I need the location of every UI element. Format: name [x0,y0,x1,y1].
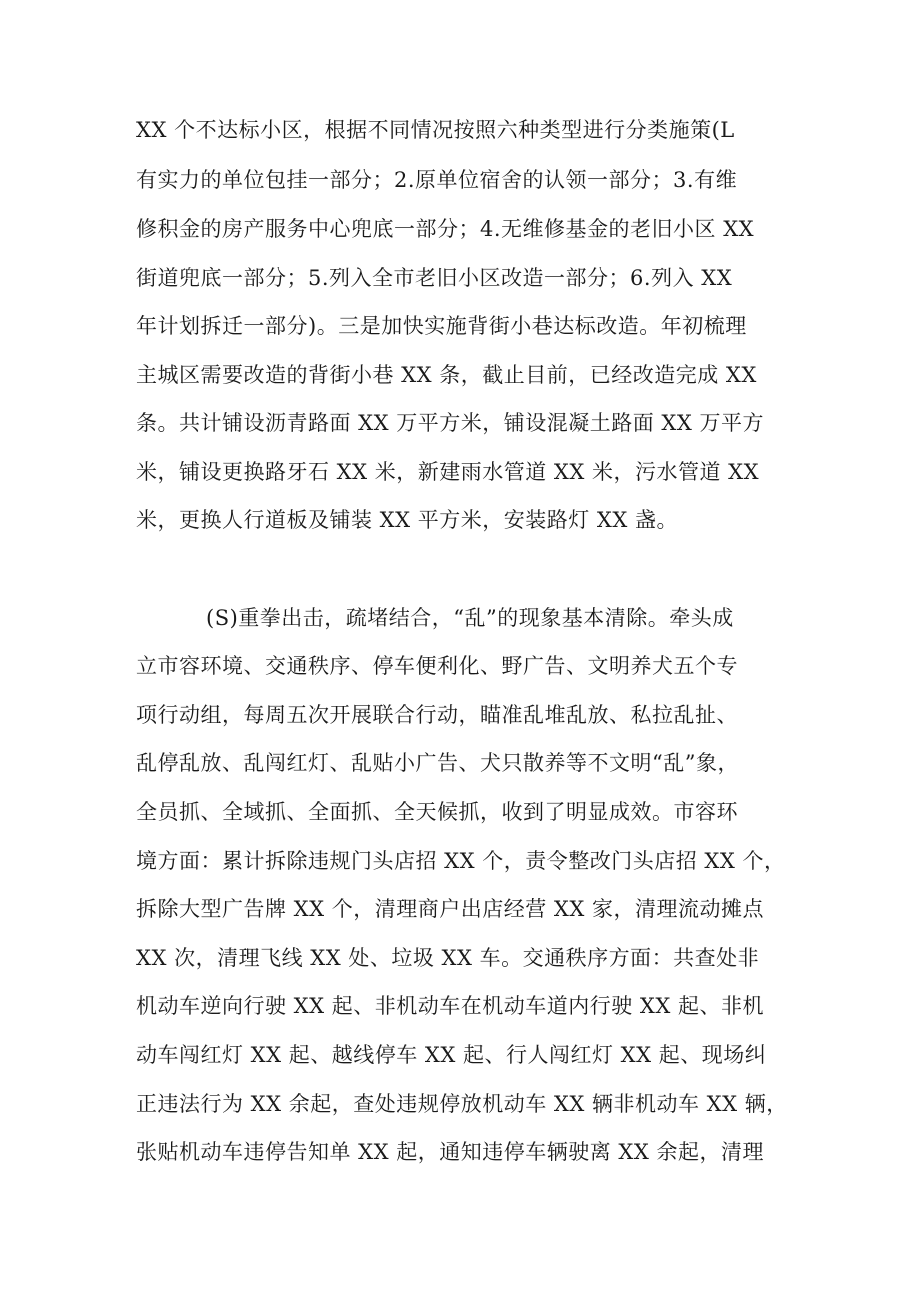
text-line: 正违法行为 XX 余起，查处违规停放机动车 XX 辆非机动车 XX 辆， [136,1092,788,1116]
text-line: 米，铺设更换路牙石 XX 米，新建雨水管道 XX 米，污水管道 XX [136,460,760,484]
text-line: 乱停乱放、乱闯红灯、乱贴小广告、犬只散养等不文明“乱”象， [136,751,739,775]
text-line: XX 次，清理飞线 XX 处、垃圾 XX 车。交通秩序方面：共查处非 [136,946,760,970]
text-line: 全员抓、全域抓、全面抓、全天候抓，收到了明显成效。市容环 [136,800,738,824]
text-line: 米，更换人行道板及铺装 XX 平方米，安装路灯 XX 盏。 [136,508,678,532]
text-line: 条。共计铺设沥青路面 XX 万平方米，铺设混凝土路面 XX 万平方 [136,411,764,435]
text-line: 街道兜底一部分；5.列入全市老旧小区改造一部分；6.列入 XX [136,266,733,290]
text-line: 动车闯红灯 XX 起、越线停车 XX 起、行人闯红灯 XX 起、现场纠 [136,1043,767,1067]
text-line: 张贴机动车违停告知单 XX 起，通知违停车辆驶离 XX 余起，清理 [136,1140,764,1164]
text-line: 修积金的房产服务中心兜底一部分；4.无维修基金的老旧小区 XX [136,217,755,241]
text-line: 有实力的单位包挂一部分；2.原单位宿舍的认领一部分；3.有维 [136,168,738,192]
text-line: 年计划拆迁一部分)。三是加快实施背街小巷达标改造。年初梳理 [136,314,747,338]
text-line: 境方面：累计拆除违规门头店招 XX 个，责令整改门头店招 XX 个， [136,849,786,873]
text-line: (S)重拳出击，疏堵结合，“乱”的现象基本清除。牵头成 [206,606,734,630]
text-line: 主城区需要改造的背街小巷 XX 条，截止目前，已经改造完成 XX [136,363,757,387]
text-line: XX 个不达标小区，根据不同情况按照六种类型进行分类施策(L [136,118,735,142]
text-line: 机动车逆向行驶 XX 起、非机动车在机动车道内行驶 XX 起、非机 [136,994,764,1018]
text-line: 立市容环境、交通秩序、停车便利化、野广告、文明养犬五个专 [136,654,738,678]
text-line: 项行动组，每周五次开展联合行动，瞄准乱堆乱放、私拉乱扯、 [136,703,738,727]
text-line: 拆除大型广告牌 XX 个，清理商户出店经营 XX 家，清理流动摊点 [136,897,764,921]
